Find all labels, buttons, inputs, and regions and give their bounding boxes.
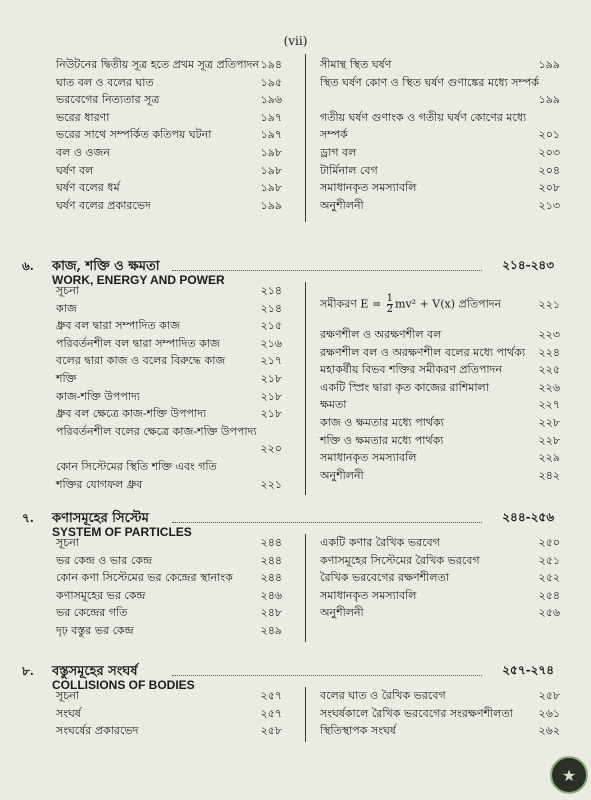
entry-page: ১৯৪ [260, 58, 282, 71]
entry-page: ১৯৯ [538, 58, 560, 71]
entry-page: ২১৮ [260, 372, 282, 385]
entry-page: ২৫০ [538, 536, 560, 549]
entry-title: ধ্রুব বল দ্বারা সম্পাদিত কাজ [56, 319, 180, 333]
toc-entry [56, 181, 282, 195]
entry-title: সমাধানকৃত সমস্যাবলি [320, 588, 417, 602]
entry-title: সূচনা [56, 536, 79, 549]
entry-title: অনুশীলনী [320, 198, 364, 212]
toc-entry [320, 164, 560, 178]
entry-page: ২২৪ [538, 345, 560, 359]
entry-page: ২১৮ [260, 389, 282, 403]
entry-page: ২৪৪ [260, 571, 282, 585]
entry-page: ১৯৭ [260, 128, 282, 142]
entry-page: ২৫৬ [538, 606, 560, 620]
toc-entry [56, 58, 282, 72]
toc-entry [320, 689, 560, 703]
entry-page: ১৯৫ [260, 75, 282, 89]
toc-entry [56, 93, 282, 107]
toc-entry [56, 554, 282, 568]
column-divider [305, 534, 306, 642]
entry-title: রক্ষণশীল বল ও অরক্ষণশীল বলের মধ্যে পার্থক্য [320, 345, 526, 359]
toc-entry [56, 111, 282, 125]
entry-page: ১৯৮ [260, 146, 282, 159]
toc-entry [56, 284, 282, 298]
entry-title: সূচনা [56, 689, 79, 702]
entry-title: ঘর্ষণ বল [56, 163, 94, 177]
entry-title: দৃঢ় বস্তুর ভর কেন্দ্র [56, 624, 134, 637]
heading-rule [172, 270, 482, 271]
toc-entry [56, 302, 282, 316]
entry-title: ড্রাগ বল [320, 146, 357, 159]
entry-page: ২৫৪ [538, 588, 560, 602]
chapter-page-range: ২৪৪-২৫৬ [502, 510, 554, 524]
toc-entry [320, 398, 560, 412]
entry-title: শক্তির যোগফল ধ্রুব [56, 477, 143, 491]
entry-title: বল ও ওজন [56, 146, 110, 159]
entry-page: ২১৫ [260, 319, 282, 333]
entry-page: ১৯৭ [260, 110, 282, 124]
entry-title: ভরবেগের নিত্যতার সূত্র [56, 93, 160, 107]
entry-page: ২০৪ [538, 163, 560, 177]
entry-title: স্থিতিস্থাপক সংঘর্ষ [320, 724, 396, 738]
toc-entry [320, 536, 560, 550]
entry-title: ভর কেন্দ্র ও ভার কেন্দ্র [56, 553, 152, 567]
toc-entry [56, 128, 282, 142]
toc-entry [320, 589, 560, 603]
entry-title: টার্মিনাল বেগ [320, 163, 378, 177]
entry-title: ঘাত বল ও বলের ঘাত [56, 75, 154, 89]
entry-page: ২২৮ [538, 416, 560, 429]
toc-entry [320, 707, 560, 721]
entry-title: অনুশীলনী [320, 468, 364, 482]
chapter-title-bn: বস্তুসমূহের সংঘর্ষ [52, 664, 138, 679]
entry-title: সমাধানকৃত সমস্যাবলি [320, 451, 417, 465]
entry-title: ভরের ধারণা [56, 110, 110, 124]
toc-entry [56, 724, 282, 738]
toc-entry [320, 58, 560, 72]
entry-title: শক্তি [56, 372, 77, 385]
toc-entry [56, 76, 282, 90]
chapter-number: ৭. [22, 511, 34, 525]
entry-title: কোন কণা সিস্টেমের ভর কেন্দ্রের স্থানাংক [56, 571, 233, 585]
column-divider [305, 687, 306, 742]
entry-title: কোন সিস্টেমের স্থিতি শক্তি এবং গতি [56, 460, 217, 473]
entry-title: গতীয় ঘর্ষণ গুণাংক ও গতীয় ঘর্ষণ কোণের মধ্যে [320, 110, 527, 124]
chapter-title-bn: কণাসমূহের সিস্টেম [52, 511, 149, 526]
entry-page: ২৫৮ [260, 724, 282, 738]
toc-entry [56, 390, 282, 404]
entry-page: ১৯৯ [538, 93, 560, 107]
entry-page: ২৪৪ [260, 536, 282, 549]
toc-entry [320, 128, 560, 142]
entry-page: ২৪২ [538, 468, 560, 482]
entry-page: ২১৬ [260, 336, 282, 350]
entry-page: ২২১ [260, 477, 282, 491]
chapter-number: ৮. [22, 664, 34, 678]
page-number: (vii) [283, 34, 308, 48]
toc-entry [56, 606, 282, 620]
toc-entry [56, 407, 282, 421]
entry-page: ২১৮ [260, 407, 282, 421]
entry-title: সংঘর্ষ [56, 706, 81, 720]
toc-entry [56, 354, 282, 368]
toc-entry [320, 199, 560, 213]
entry-title: কাজ [56, 301, 77, 315]
toc-entry [56, 372, 282, 386]
entry-page: ২১৪ [260, 301, 282, 315]
toc-entry [56, 442, 282, 456]
toc-entry [320, 571, 560, 585]
entry-page: ১৯৬ [260, 93, 282, 107]
entry-page: ২৪৪ [260, 553, 282, 567]
entry-title: কণাসমূহের সিস্টেমের রৈখিক ভরবেগ [320, 553, 480, 567]
toc-entry [56, 164, 282, 178]
toc-entry [320, 346, 560, 360]
toc-entry [56, 337, 282, 351]
entry-title: সীমান্থ স্থিত ঘর্ষণ [320, 58, 392, 71]
toc-entry [56, 589, 282, 603]
toc-entry [56, 707, 282, 721]
book-logo-icon: ★ [550, 756, 588, 794]
entry-title: কাজ ও ক্ষমতার মধ্যে পার্থক্য [320, 416, 444, 429]
toc-entry [56, 478, 282, 492]
entry-page: ২০১ [538, 128, 560, 142]
entry-page: ২৪৯ [260, 624, 282, 637]
toc-entry [320, 363, 560, 377]
entry-page: ১৯৯ [260, 198, 282, 212]
entry-title: অনুশীলনী [320, 606, 364, 620]
entry-page: ২৫৭ [260, 689, 282, 702]
heading-rule [172, 675, 482, 676]
heading-rule [172, 522, 482, 523]
entry-title: ঘর্ষণ বলের ধর্ম [56, 181, 120, 195]
entry-title: সূচনা [56, 284, 79, 297]
entry-title: সংঘর্ষের প্রকারভেদ [56, 724, 139, 738]
entry-title: ভর কেন্দ্রের গতি [56, 606, 128, 620]
entry-title: শক্তি ও ক্ষমতার মধ্যে পার্থক্য [320, 433, 444, 447]
toc-entry [320, 434, 560, 448]
toc-entry [320, 181, 560, 195]
entry-title: ভরের সাথে সম্পর্কিত কতিপয় ঘটনা [56, 128, 212, 142]
chapter-number: ৬. [22, 259, 34, 273]
entry-page: ২৬২ [538, 724, 560, 738]
toc-entry [56, 319, 282, 333]
entry-title: ঘর্ষণ বলের প্রকারভেদ [56, 198, 151, 212]
toc-entry [56, 460, 282, 474]
entry-title: বলের দ্বারা কাজ ও বলের বিরুদ্ধে কাজ [56, 354, 226, 368]
chapter-title-en: WORK, ENERGY AND POWER [52, 273, 225, 287]
chapter-page-range: ২১৪-২৪৩ [502, 258, 554, 272]
entry-page: ২৫৭ [260, 706, 282, 720]
entry-page: ২১৪ [260, 284, 282, 297]
toc-entry [320, 416, 560, 430]
column-divider [305, 282, 306, 495]
formula-entry [320, 294, 560, 318]
entry-page: ২২১ [538, 298, 560, 311]
toc-entry [56, 425, 282, 439]
entry-page: ১৯৮ [260, 163, 282, 177]
entry-title: সংঘর্ষকালে রৈখিক ভরবেগের সংরক্ষণশীলতা [320, 706, 513, 720]
entry-title: ধ্রুব বল ক্ষেত্রে কাজ-শক্তি উপপাদ্য [56, 407, 207, 421]
toc-entry [320, 606, 560, 620]
chapter-title-bn: কাজ, শক্তি ও ক্ষমতা [52, 259, 160, 274]
column-divider [305, 54, 306, 222]
entry-title: পরিবর্তনশীল বলের ক্ষেত্রে কাজ-শক্তি উপপাদ্য [56, 424, 257, 438]
entry-title: বলের ঘাত ও রৈখিক ভরবেগ [320, 689, 446, 702]
entry-title: সমাধানকৃত সমস্যাবলি [320, 181, 417, 195]
toc-entry [320, 328, 560, 342]
toc-entry [320, 146, 560, 160]
entry-title: একটি স্প্রিং দ্বারা কৃত কাজের রাশিমালা [320, 380, 489, 394]
toc-entry [320, 76, 560, 90]
entry-title: একটি কণার রৈখিক ভরবেগ [320, 536, 440, 549]
toc-entry [56, 571, 282, 585]
entry-page: ২৫৮ [538, 689, 560, 702]
entry-page: ২১৭ [260, 354, 282, 368]
toc-entry [320, 554, 560, 568]
entry-title: কণাসমূহের ভর কেন্দ্র [56, 588, 146, 602]
entry-page: ২৫২ [538, 571, 560, 585]
toc-entry [56, 199, 282, 213]
toc-entry [320, 724, 560, 738]
entry-title: নিউটনের দ্বিতীয় সূত্র হতে প্রথম সূত্র প্রতিপাদন [56, 58, 260, 71]
toc-entry [56, 536, 282, 550]
entry-page: ২২৬ [538, 380, 560, 394]
toc-entry [56, 146, 282, 160]
entry-page: ২৪৬ [260, 588, 282, 602]
entry-page: ২০৩ [538, 146, 560, 159]
toc-entry [320, 469, 560, 483]
toc-entry [56, 624, 282, 638]
entry-page: ২২৫ [538, 363, 560, 377]
toc-entry [320, 381, 560, 395]
entry-page: ২১৩ [538, 198, 560, 212]
entry-title: সম্পর্ক [320, 128, 348, 142]
toc-entry [320, 111, 560, 125]
toc-entry [56, 689, 282, 703]
entry-page: ২২৩ [538, 328, 560, 341]
entry-page: ২২৮ [538, 433, 560, 447]
toc-entry [320, 93, 560, 107]
entry-title: পরিবর্তনশীল বল দ্বারা সম্পাদিত কাজ [56, 336, 220, 350]
entry-page: ২০৮ [538, 181, 560, 195]
entry-title: স্থিত ঘর্ষণ কোণ ও স্থিত ঘর্ষণ গুণাঙ্কের মধ্যে সম্পর্ক [320, 75, 539, 89]
entry-title: রৈখিক ভরবেগের রক্ষণশীলতা [320, 571, 449, 585]
entry-page: ২৪৮ [260, 606, 282, 620]
entry-title: ক্ষমতা [320, 398, 347, 412]
chapter-page-range: ২৫৭-২৭৪ [502, 663, 554, 677]
entry-title: কাজ-শক্তি উপপাদ্য [56, 389, 140, 403]
chapter-title-en: COLLISIONS OF BODIES [52, 678, 195, 692]
toc-entry [320, 451, 560, 465]
entry-title: রক্ষণশীল ও অরক্ষণশীল বল [320, 328, 442, 341]
entry-page: ২২৭ [538, 398, 560, 412]
entry-page: ১৯৮ [260, 181, 282, 195]
entry-page: ২৫১ [538, 553, 560, 567]
entry-page: ২২০ [260, 442, 282, 456]
entry-page: ২৬১ [538, 706, 560, 720]
entry-page: ২২৯ [538, 451, 560, 465]
formula-text: সমীকরণ E = $\frac{1}{2}$ mv² + V(x) প্রতিপাদন [320, 293, 502, 315]
entry-title: মহাকর্ষীয় বিভব শক্তির সমীকরণ প্রতিপাদন [320, 363, 502, 377]
chapter-title-en: SYSTEM OF PARTICLES [52, 525, 192, 539]
